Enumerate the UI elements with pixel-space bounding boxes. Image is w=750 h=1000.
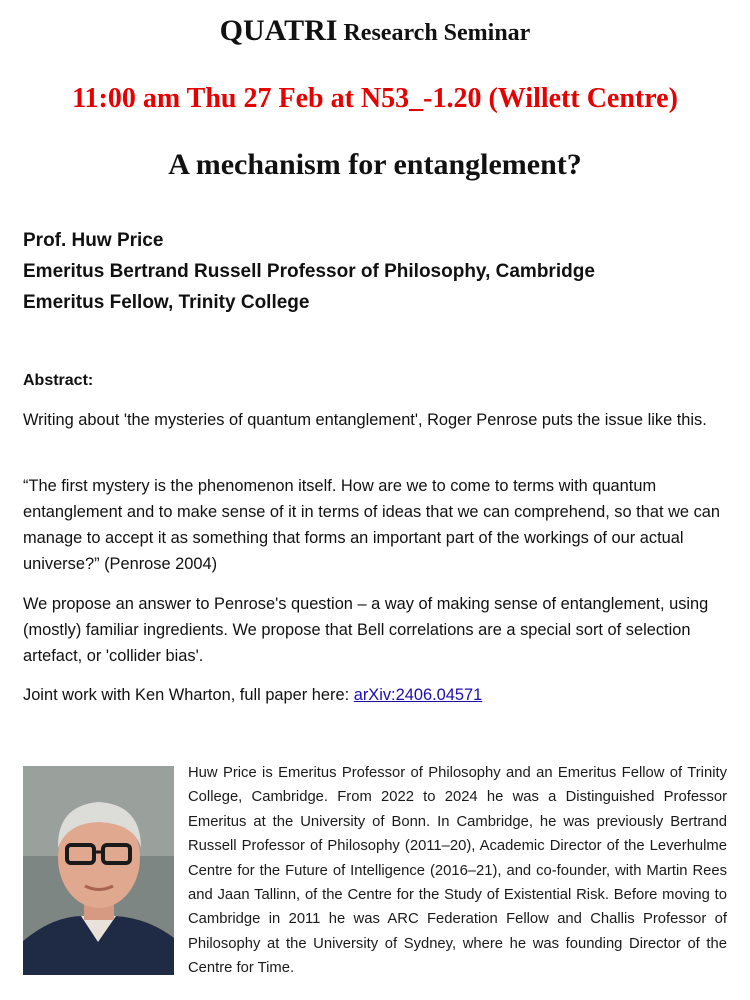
arxiv-link[interactable]: arXiv:2406.04571: [353, 686, 483, 704]
speaker-name: Prof. Huw Price: [23, 230, 164, 251]
seminar-title: [0, 14, 750, 50]
event-datetime-location: 11:00 am Thu 27 Feb at N53_-1.20 (Willett Centre): [72, 83, 678, 114]
speaker-portrait-icon: [23, 766, 174, 975]
seminar-title-rest: Research Seminar: [343, 20, 531, 46]
seminar-title-quatri: QUATRI: [219, 14, 338, 47]
abstract-quote-paragraph: “The first mystery is the phenomenon itself. How are we to come to terms with quantum entanglement and to make sense of it in terms of ideas that we can comprehend, so that we can manage to accept it as something that forms an important part of the workings of our actual universe?” (Penrose 2004): [23, 477, 721, 573]
abstract-paragraph-3: We propose an answer to Penrose's question – a way of making sense of entanglement, using (mostly) familiar ingredients. We propose that Bell correlations are a special sort of selection artefact, or 'collider bias'.: [23, 595, 709, 665]
abstract-paragraph-1: Writing about 'the mysteries of quantum entanglement', Roger Penrose puts the issue like this.: [23, 411, 707, 429]
speaker-bio: Huw Price is Emeritus Professor of Philosophy and an Emeritus Fellow of Trinity College, Cambridge. From 2022 to 2024 he was a Distinguished Professor Emeritus at the University of Bonn. In Cambridge, he was previously Bertrand Russell Professor of Philosophy (2011–20), Academic Director of the Leverhulme Centre for the Future of Intelligence (2016–21), and co-founder, with Martin Rees and Jaan Tallinn, of the Centre for the Study of Existential Risk. Before moving to Cambridge in 2011 he was ARC Federation Fellow and Challis Professor of Philosophy at the University of Sydney, where he was founding Director of the Centre for Time.: [188, 765, 727, 977]
talk-title: A mechanism for entanglement?: [168, 148, 582, 181]
joint-work-text: Joint work with Ken Wharton, full paper here:: [23, 686, 354, 704]
abstract-label: Abstract:: [23, 372, 94, 389]
speaker-block: [23, 225, 723, 318]
speaker-affiliation: Emeritus Fellow, Trinity College: [23, 292, 310, 313]
speaker-photo: [23, 766, 174, 975]
joint-work-paragraph: [23, 682, 731, 708]
speaker-position: Emeritus Bertrand Russell Professor of Philosophy, Cambridge: [23, 261, 595, 282]
